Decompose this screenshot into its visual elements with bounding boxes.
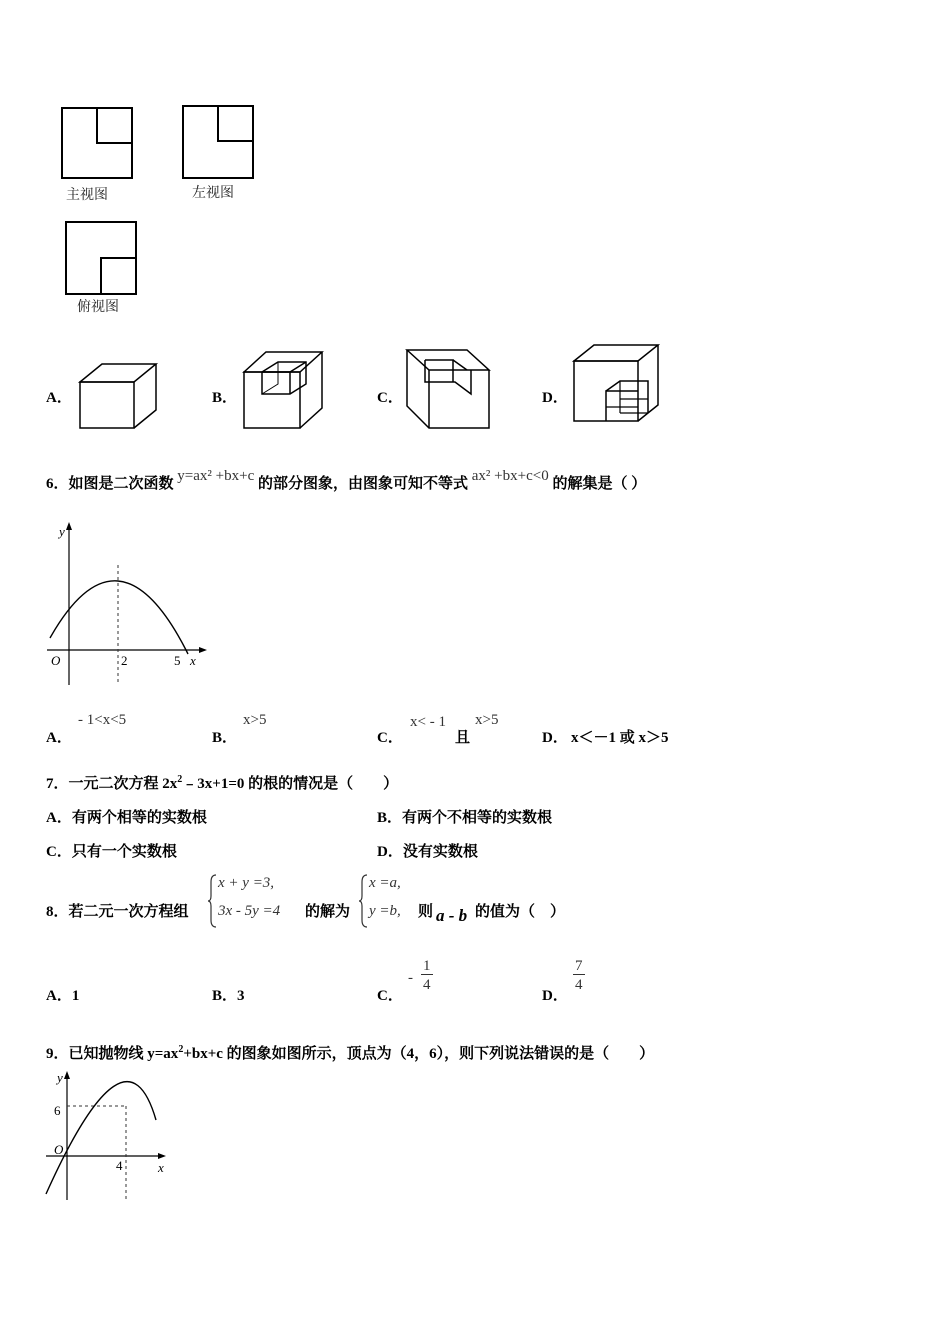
q6-number: 6．: [46, 476, 69, 492]
q6-option-c-part2: x>5: [475, 712, 499, 728]
q8-option-c-numerator: 1: [423, 958, 431, 974]
q6-option-d: x＜－1 或 x＞5: [571, 730, 669, 746]
q8-option-c-fraction: [421, 958, 433, 993]
q6-option-b-label: B．: [212, 730, 238, 746]
q9-stem: [46, 1042, 654, 1063]
q8-text-b: 的解为: [305, 904, 351, 920]
q6-option-c-and: 且: [455, 730, 471, 746]
q8-option-b: B．3: [212, 988, 245, 1004]
q6-text-c: 的解集是（ ）: [552, 476, 647, 492]
q8-equation-1: x + y =3,: [218, 875, 275, 891]
left-view-figure: [182, 105, 262, 185]
q6-graph-origin: O: [51, 653, 61, 668]
q8-text-d: 的值为（ ）: [475, 904, 566, 920]
q8-option-d-numerator: 7: [575, 958, 583, 974]
q6-function-formula: y=ax² +bx+c: [177, 468, 255, 484]
q9-superscript: 2: [178, 1044, 184, 1055]
q5-option-a-cube: [78, 362, 168, 442]
q8-system-brace: [208, 874, 218, 928]
q8-option-a: A．1: [46, 988, 80, 1004]
q9-graph-origin: O: [54, 1142, 64, 1157]
q9-graph-x-label: x: [158, 1160, 164, 1175]
q6-text-a: 如图是二次函数: [68, 476, 174, 492]
q7-option-c: C．只有一个实数根: [46, 844, 177, 860]
q8-solution-1: x =a,: [369, 875, 401, 891]
q9-parabola-graph: [42, 1068, 177, 1203]
left-view-label: 左视图: [192, 185, 234, 201]
q6-graph-tick-2: 2: [121, 653, 128, 668]
q9-graph-tick-4: 4: [116, 1158, 123, 1173]
q7-option-a: A．有两个相等的实数根: [46, 810, 207, 826]
q8-option-d-label: D．: [542, 988, 568, 1004]
q8-expression: a - b: [436, 906, 468, 925]
q5-option-c-label: C．: [377, 390, 403, 406]
q6-option-d-label: D．: [542, 730, 568, 746]
q7-text-b: ﹣3x+1=0 的根的情况是（ ）: [182, 776, 399, 792]
q6-option-a-label: A．: [46, 730, 72, 746]
q6-graph-y-label: y: [59, 524, 65, 539]
front-view-figure: [60, 106, 140, 186]
q7-option-d: D．没有实数根: [377, 844, 478, 860]
q5-option-c-cube: [405, 348, 495, 438]
q7-stem: [46, 772, 398, 793]
q8-text-c: 则: [418, 904, 434, 920]
q6-inequality-formula: ax² +bx+c<0: [471, 468, 549, 484]
q5-option-b-cube: [242, 350, 332, 440]
q6-text-b: 的部分图象，由图象可知不等式: [257, 476, 468, 492]
q9-text-b: +bx+c 的图象如图所示，顶点为（4，6），则下列说法错误的是（ ）: [183, 1046, 655, 1062]
q8-solution-2: y =b,: [369, 903, 401, 919]
q9-text-a: 9．已知抛物线 y=ax: [46, 1046, 179, 1062]
q8-text-a: 8．若二元一次方程组: [46, 904, 189, 920]
q6-option-c-part1: x< - 1: [410, 714, 446, 730]
q6-parabola-graph: [42, 520, 212, 695]
q5-option-a-label: A．: [46, 390, 72, 406]
q6-option-a: - 1<x<5: [78, 712, 127, 728]
q5-option-b-label: B．: [212, 390, 238, 406]
q7-superscript: 2: [177, 774, 183, 785]
q8-option-c-sign: -: [408, 970, 413, 986]
top-view-label: 俯视图: [77, 299, 119, 315]
q7-text-a: 7．一元二次方程 2x: [46, 776, 178, 792]
q8-equation-2: 3x - 5y =4: [218, 903, 281, 919]
q6-graph-x-label: x: [190, 653, 196, 668]
q8-option-d-fraction: [573, 958, 585, 993]
q6-option-c-label: C．: [377, 730, 403, 746]
front-view-label: 主视图: [66, 187, 108, 203]
q8-option-c-label: C．: [377, 988, 403, 1004]
q8-solution-brace: [359, 874, 369, 928]
q6-stem: [46, 468, 647, 493]
q6-option-b: x>5: [243, 712, 267, 728]
q8-option-c-denominator: 4: [423, 977, 431, 993]
q9-graph-tick-6: 6: [54, 1103, 61, 1118]
q5-option-d-label: D．: [542, 390, 568, 406]
q5-option-d-cube: [572, 343, 672, 433]
q7-option-b: B．有两个不相等的实数根: [377, 810, 553, 826]
top-view-figure: [64, 220, 144, 300]
q8-option-d-denominator: 4: [575, 977, 583, 993]
q9-graph-y-label: y: [57, 1070, 63, 1085]
q6-graph-tick-5: 5: [174, 653, 181, 668]
